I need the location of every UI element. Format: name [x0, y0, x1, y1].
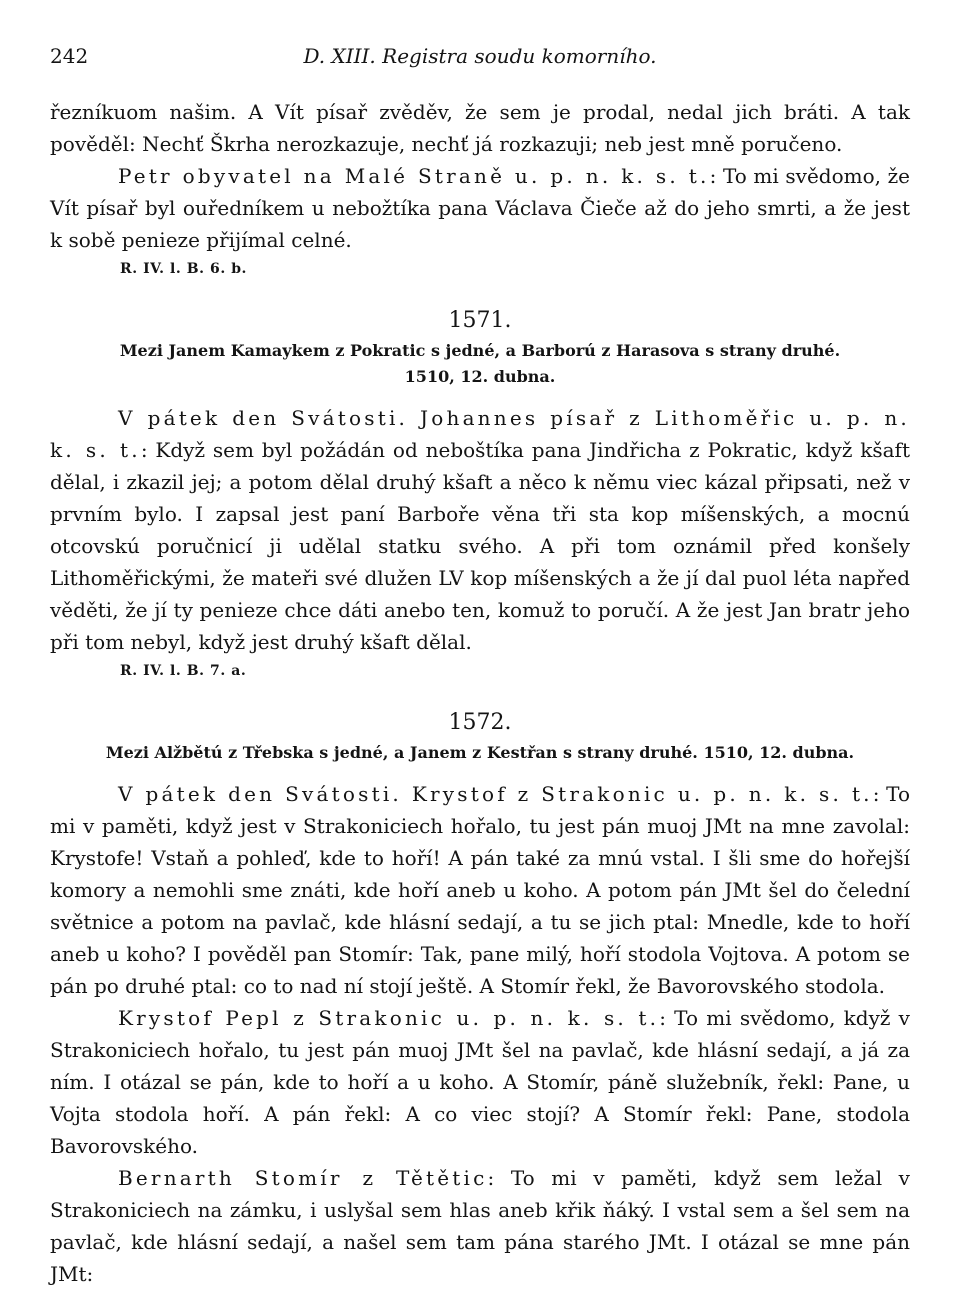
- page-number: 242: [50, 44, 89, 68]
- testimony-text: : To mi svědomo, když v Strakoniciech hořalo, tu jest pán muoj JMt šel na pavlač, kde hlásní sedají, a já za ním. I otázal se pán, kde to hoří a u koho. A Stomír, páně služebník, řekl: Pane, u Vojta stodola hoří. A pán řekl: A co viec stojí? A Stomír řekl: Pane, stodola Bavorovského.: [50, 1006, 910, 1158]
- testimony-text: : Když sem byl požádán od neboštíka pana Jindřicha z Pokratic, když kšaft dělal, i zkazil jej; a potom dělal druhý kšaft a něco k němu viec kázal připsati, než v prvním bylo. I zapsal jest paní Barboře věna tři sta kop míšenských, a mocnú otcovskú poručnicí ji udělal statku svého. A při tom oznámil před konšely Lithoměřickými, že mateři své dlužen LV kop míšenských a že jí dal puol léta napřed věděti, že jí ty penieze chce dáti anebo ten, komuž to poručí. A že jest Jan bratr jeho při tom nebyl, když jest druhý kšaft dělal.: [50, 438, 910, 654]
- testimony-text: : To mi svědomo, že Vít písař byl ouředníkem u nebožtíka pana Václava Čieče až do jeho smrti, a že jest k sobě penieze přijímal celné.: [50, 164, 910, 252]
- testimony-text: : To mi v paměti, když sem ležal v Strakoniciech na zámku, i uslyšal sem hlas aneb křik ňáký. I vstal sem a šel sem na pavlač, kde hlásní sedají, a našel sem tam pána starého JMt. I otázal se mne pán JMt:: [50, 1166, 910, 1286]
- archive-signature: R. IV. l. B. 7. a.: [120, 663, 247, 679]
- paragraph-testimony-krystof-pepl: [50, 1002, 910, 1162]
- paragraph-testimony-johannes: [50, 402, 910, 658]
- running-head: [50, 44, 910, 74]
- entry-number-1572: 1572.: [448, 710, 512, 735]
- paragraph-testimony-petr: [50, 160, 910, 256]
- entry-number-1571: 1571.: [448, 308, 512, 333]
- archive-signature: R. IV. l. B. 6. b.: [120, 261, 247, 277]
- paragraph-testimony-stomir: [50, 1162, 910, 1290]
- witness-name: Petr obyvatel na Malé Straně u. p. n. k. s. t.: [118, 164, 710, 188]
- paragraph-continuation: řezníkuom našim. A Vít písař zvěděv, že sem je prodal, nedal jich bráti. A tak pověděl: Nechť Škrha nerozkazuje, nechť já rozkazuji; neb jest mně poručeno.: [50, 100, 910, 156]
- witness-name: V pátek den Svátosti. Krystof z Strakonic u. p. n. k. s. t.: [118, 782, 873, 806]
- testimony-text: : To mi v paměti, když jest v Strakoniciech hořalo, tu jest pán muoj JMt na mne zavolal: Krystofe! Vstaň a pohleď, kde to hoří! A pán také za mnú vstal. I šli sme do hořejší komory a nemohli sme znáti, kde hoří aneb u koho. A potom pán JMt šel do čelední světnice a potom na pavlač, kde hlásní sedají, a tu se jich ptal: Mnedle, kde to hoří aneb u koho? I pověděl pan Stomír: Tak, pane milý, hoří stodola Vojtova. A potom se pán po druhé ptal: co to nad ní stojí ještě. A Stomír řekl, že Bavorovského stodola.: [50, 782, 910, 998]
- entry-date-1571: 1510, 12. dubna.: [404, 367, 556, 386]
- entry-caption-1571: Mezi Janem Kamaykem z Pokratic s jedné, a Barború z Harasova s strany druhé.: [119, 341, 841, 360]
- entry-caption-1572: Mezi Alžbětú z Třebska s jedné, a Janem z Kestřan s strany druhé. 1510, 12. dubna.: [105, 743, 855, 762]
- witness-name: Bernarth Stomír z Tětětic: [118, 1166, 488, 1190]
- running-title: D. XIII. Registra soudu komorního.: [303, 44, 657, 68]
- witness-name: V pátek den Svátosti. Johannes písař z Lithoměřic u. p. n. k. s. t.: [50, 406, 910, 462]
- body-text: [50, 96, 910, 1290]
- witness-name: Krystof Pepl z Strakonic u. p. n. k. s. t.: [118, 1006, 660, 1030]
- paragraph-testimony-krystof: [50, 778, 910, 1002]
